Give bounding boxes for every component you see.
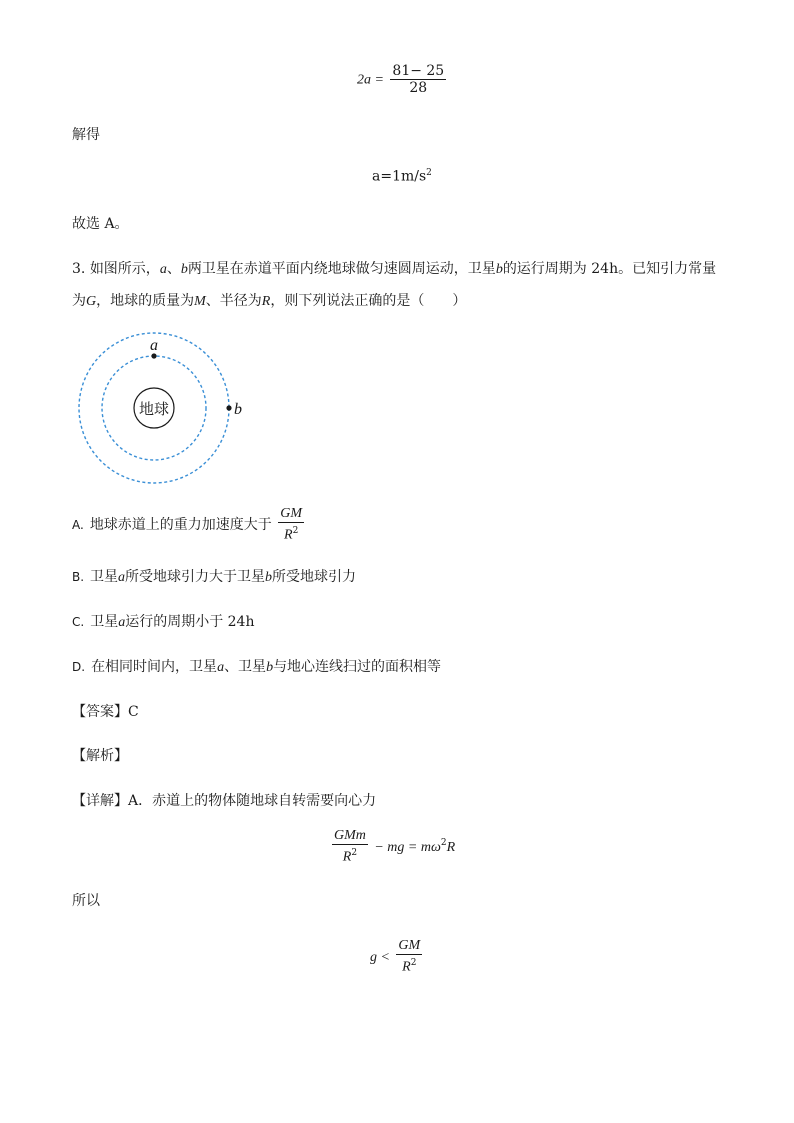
satellite-b-dot xyxy=(226,405,231,410)
answer-value: C xyxy=(128,704,139,720)
option-a-fraction xyxy=(278,506,304,544)
answer-line xyxy=(72,701,139,721)
option-d xyxy=(72,656,441,676)
satellite-a-label: a xyxy=(150,337,158,354)
choice-line: 故选 A。 xyxy=(72,216,129,232)
so-label: 所以 xyxy=(72,893,100,909)
eq4-denominator: R xyxy=(402,959,411,975)
var-b: b xyxy=(266,660,274,675)
superscript: 2 xyxy=(410,958,417,968)
option-text: 在相同时间内，卫星 xyxy=(91,659,218,675)
satellite-b-label: b xyxy=(234,401,242,418)
eq1-numerator: 81− 25 xyxy=(392,63,445,79)
question-text: 为 xyxy=(72,293,86,309)
eq3-numerator: GMm xyxy=(334,828,366,843)
equation-2 xyxy=(372,168,432,185)
detail-line xyxy=(72,790,376,810)
eq2-text: a=1m/s xyxy=(372,168,427,185)
eq3-denominator: R xyxy=(342,849,352,865)
satellite-a-dot xyxy=(151,353,156,358)
question-text: 两卫星在赤道平面内绕地球做匀速圆周运动，卫星 xyxy=(187,261,496,277)
var-m: M xyxy=(194,294,206,309)
var-a: a xyxy=(217,660,225,675)
detail-tag: 【详解】 xyxy=(72,793,128,809)
answer-tag: 【答案】 xyxy=(72,704,128,720)
analysis-tag: 【解析】 xyxy=(72,748,128,764)
question-line-1 xyxy=(72,258,716,278)
option-text: 运行的周期小于 24h xyxy=(125,614,255,630)
var-a: a xyxy=(118,570,126,585)
option-a-text: 地球赤道上的重力加速度大于 xyxy=(89,516,272,533)
eq1-lhs: 2a = xyxy=(357,72,384,88)
analysis-line xyxy=(72,745,128,765)
eq4-lhs: g < xyxy=(370,949,390,965)
question-text: 、半径为 xyxy=(205,293,262,309)
option-c xyxy=(72,611,254,631)
var-r: R xyxy=(261,294,271,309)
eq3-rhs-end: R xyxy=(446,839,456,855)
option-text: 卫星 xyxy=(90,569,119,585)
fraction-denominator: R xyxy=(284,527,293,543)
option-b-letter: B. xyxy=(72,570,85,584)
var-g: G xyxy=(86,294,97,309)
eq3-rhs: − mg = mω xyxy=(374,839,441,855)
option-b xyxy=(72,566,356,586)
var-b: b xyxy=(180,262,188,277)
var-b: b xyxy=(495,262,503,277)
var-a: a xyxy=(118,615,126,630)
option-text: 、卫星 xyxy=(224,659,267,675)
eq4-fraction xyxy=(396,938,422,976)
superscript: 2 xyxy=(351,848,358,858)
eq3-fraction xyxy=(332,828,368,866)
option-d-letter: D. xyxy=(72,660,86,674)
question-text: ，地球的质量为 xyxy=(96,293,195,309)
question-text: 如图所示， xyxy=(89,261,160,277)
var-b: b xyxy=(265,570,273,585)
option-a-letter: A. xyxy=(72,517,84,532)
eq1-denominator: 28 xyxy=(409,80,428,96)
question-line-2 xyxy=(72,290,466,310)
equation-4 xyxy=(370,938,424,976)
option-a xyxy=(72,506,306,544)
superscript: 2 xyxy=(292,526,299,536)
question-number: 3. xyxy=(72,261,86,277)
question-text: 的运行周期为 24h。已知引力常量 xyxy=(502,261,717,277)
question-text: 、 xyxy=(166,261,181,277)
orbit-diagram xyxy=(70,330,245,495)
earth-label: 地球 xyxy=(138,400,170,418)
var-a: a xyxy=(159,262,167,277)
option-text: 卫星 xyxy=(90,614,119,630)
question-text: ，则下列说法正确的是（ ） xyxy=(270,293,467,309)
eq2-superscript: 2 xyxy=(426,168,432,178)
option-text: 所受地球引力大于卫星 xyxy=(125,569,266,585)
eq4-numerator: GM xyxy=(398,938,421,953)
option-text: 所受地球引力 xyxy=(272,569,357,585)
option-c-letter: C. xyxy=(72,615,85,629)
equation-3 xyxy=(330,828,455,866)
detail-text: A．赤道上的物体随地球自转需要向心力 xyxy=(128,793,377,809)
option-text: 与地心连线扫过的面积相等 xyxy=(273,659,442,675)
fraction-numerator: GM xyxy=(280,506,303,521)
solve-label: 解得 xyxy=(72,127,100,143)
eq1-fraction xyxy=(390,63,446,96)
superscript: 2 xyxy=(440,838,447,849)
equation-1 xyxy=(357,63,448,96)
